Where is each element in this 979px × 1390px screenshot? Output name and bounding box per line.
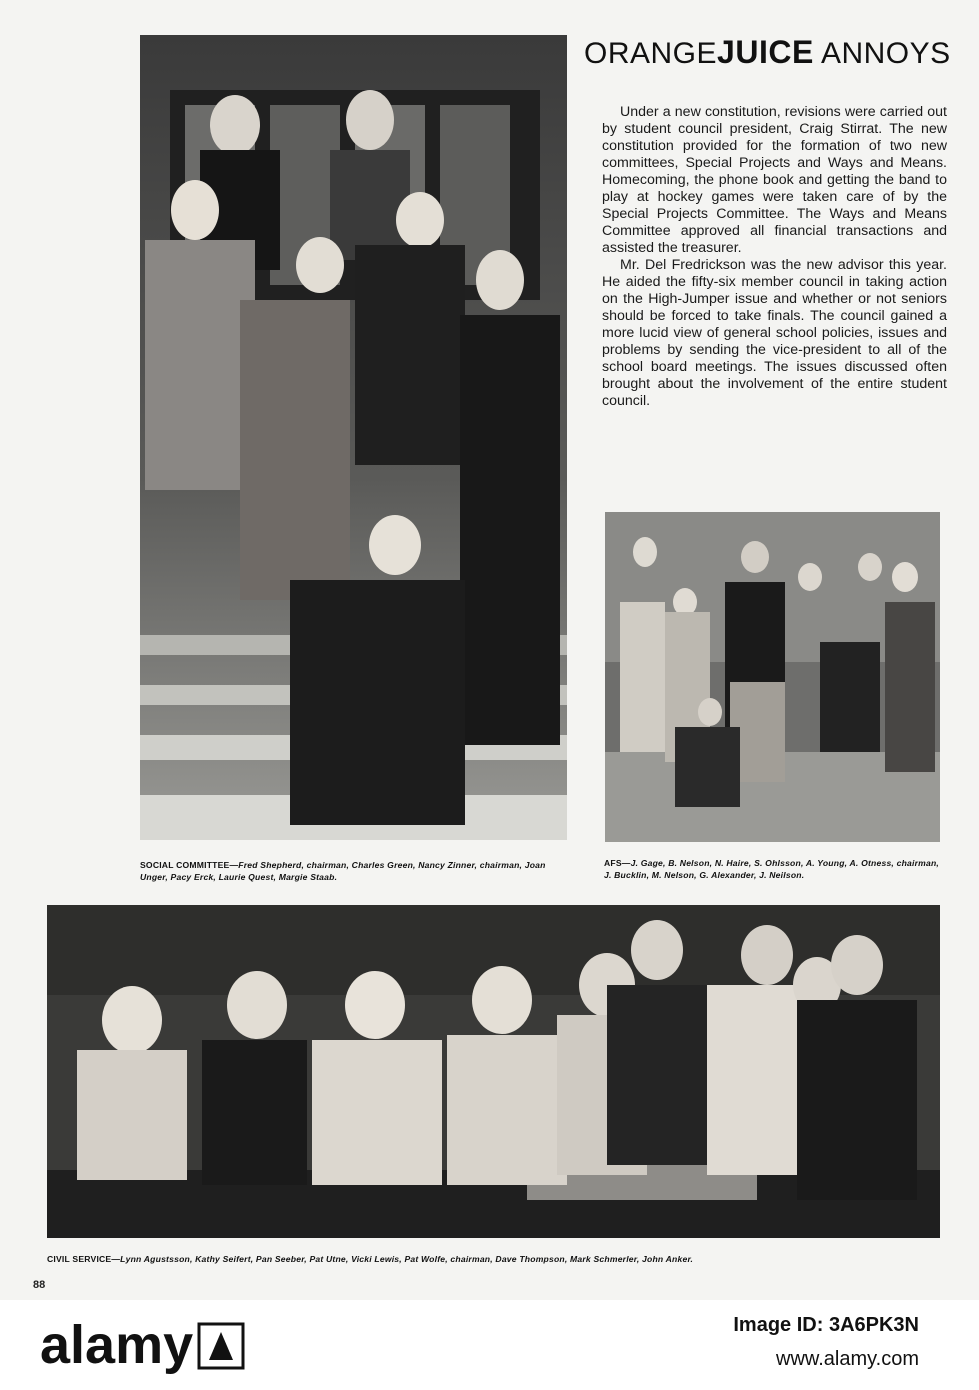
caption-lead: SOCIAL COMMITTEE [140,860,230,870]
caption-lead: CIVIL SERVICE [47,1254,112,1264]
image-id: Image ID: 3A6PK3N [733,1314,919,1336]
stock-url[interactable]: www.alamy.com [776,1348,919,1370]
article-paragraph-1: Under a new constitution, revisions were carried out by student council president, Craig Stirrat. The new constitution provided for the formation of two new committees, Special Projects and Ways and Means. Homecoming, the phone book and getting the band to play at hockey games were taken care of by the Special Projects Committee. The Ways and Means Committee approved all financial transactions and assisted the treasurer. [602,104,947,256]
article-paragraph-2: Mr. Del Fredrickson was the new advisor this year. He aided the fifty-six member council in taking action on the High-Jumper issue and whether or not seniors should be forced to take finals. The council gained a more lucid view of general school policies, issues and problems by sending the vice-president to all of the school board meetings. The issues discussed often brought about the involvement of the entire student council. [602,257,947,409]
caption-names: —Lynn Agustsson, Kathy Seifert, Pan Seeber, Pat Utne, Vicki Lewis, Pat Wolfe, chairman, Dave Thompson, Mark Schmerler, John Anker. [111,1254,694,1264]
headline-word-1: ORANGE [584,37,718,70]
caption-lead: AFS [604,858,622,868]
alamy-a-icon [197,1321,245,1369]
headline-word-3: ANNOYS [820,37,951,70]
brand-name: alamy [40,1315,194,1375]
brand-logo [40,1314,245,1376]
afs-caption [604,857,949,881]
social-committee-caption [140,859,570,883]
article-body [602,104,947,410]
afs-photo [605,512,940,842]
headline [584,34,979,71]
caption-names: —J. Gage, B. Nelson, N. Haire, S. Ohlsson, A. Young, A. Otness, chairman, J. Bucklin, M. Nelson, G. Alexander, J. Neilson. [604,858,939,880]
social-committee-photo [140,35,567,840]
civil-service-caption [47,1253,947,1265]
caption-names: —Fred Shepherd, chairman, Charles Green, Nancy Zinner, chairman, Joan Unger, Pacy Erck, Laurie Quest, Margie Staab. [140,860,546,882]
civil-service-photo [47,905,940,1238]
headline-bold-word: JUICE [717,34,814,70]
page-number: 88 [33,1279,46,1291]
stock-footer [0,1300,979,1390]
